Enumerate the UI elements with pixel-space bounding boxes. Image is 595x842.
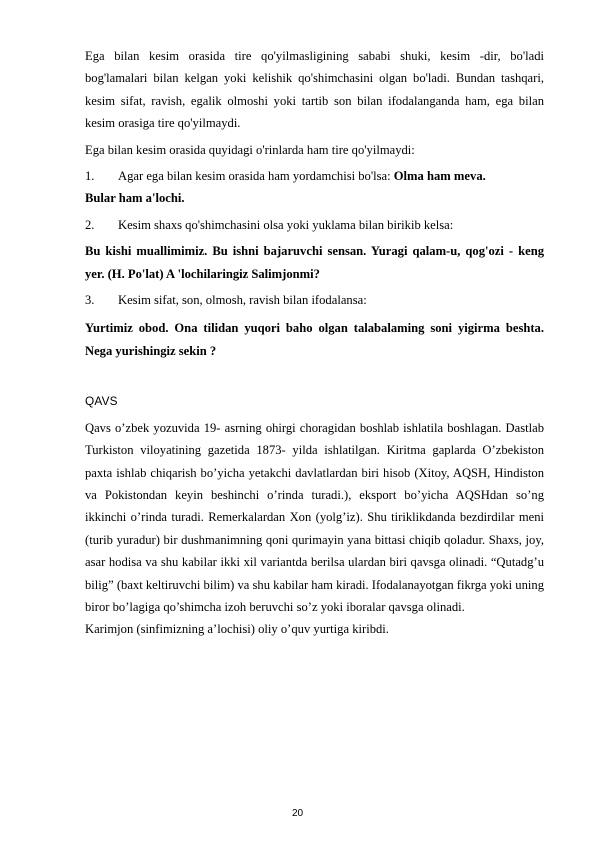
rule-example: Yurtimiz obod. Ona tilidan yuqori baho olgan talabalaming soni yigirma beshta. Nega yurishingiz sekin ? — [85, 321, 544, 358]
section-body: Qavs o’zbek yozuvida 19- asrning ohirgi choragidan boshlab ishlatila boshlagan. Dastlab Turkiston viloyatining gazetida 1873- yilda ishlatilgan. Kiritma gaplarda O’zbekiston paxta ishlab chiqarish bo’yicha yetakchi davlatlardan biri hisob (Xitoy, AQSH, Hindiston va Pokistondan keyin beshinchi o’rinda turadi.), eksport bo’yicha AQSHdan so’ng ikkinchi o’rinda turadi. Remerkalardan Xon (yolg’iz). Shu tiriklikdanda bezdirdilar meni (turib yuradur) bir dushmanimning qoni qurimayin yana bittasi chiqib qoladur. Shaxs, joy, asar hodisa va shu kabilar ikki xil variantda berilsa ulardan biri qavsga olinadi. “Qutadg’u bilig” (baxt keltiruvchi bilim) va shu kabilar ham kiradi. Ifodalanayotgan fikrga yoki uning biror bo’lagiga qo’shimcha izoh beruvchi so’z yoki iboralar qavsga olinadi. — [85, 420, 544, 614]
rule-item-2 — [85, 214, 544, 236]
section-heading: QAVS — [85, 394, 118, 409]
rule-number: 1. — [85, 169, 95, 184]
rule-example: Bu kishi muallimimiz. Bu ishni bajaruvchi sensan. Yuragi qalam-u, qog'ozi - keng yer. (H. Po'lat) A 'lochilaringiz Salimjonmi? — [85, 244, 544, 281]
rule-example-continued: Bular ham a'lochi. — [85, 191, 185, 206]
rule-text: Kesim sifat, son, olmosh, ravish bilan ifodalansa: — [118, 293, 367, 308]
rule-number: 3. — [85, 293, 95, 308]
rule-item-1 — [85, 165, 544, 187]
rule-number: 2. — [85, 217, 95, 232]
rule-example: Olma ham meva. — [393, 169, 486, 184]
rule-text: Kesim shaxs qo'shimchasini olsa yoki yuklama bilan birikib kelsa: — [118, 217, 454, 232]
intro-lead: Ega bilan kesim orasida quyidagi o'rinlarda ham tire qo'yilmaydi: — [85, 142, 415, 157]
page-number: 20 — [291, 808, 304, 819]
rule-item-3 — [85, 289, 544, 311]
intro-paragraph: Ega bilan kesim orasida tire qo'yilmasligining sababi shuki, kesim -dir, bo'ladi bog'lamalari bilan kelgan yoki kelishik qo'shimchasini olgan bo'ladi. Bundan tashqari, kesim sifat, ravish, egalik olmoshi yoki tartib son bilan ifodalanganda ham, ega bilan kesim orasiga tire qo'yilmaydi. — [85, 49, 544, 131]
section-last-line: Karimjon (sinfimizning a’lochisi) oliy o’quv yurtiga kiribdi. — [85, 622, 389, 637]
document-page — [85, 45, 544, 641]
rule-text: Agar ega bilan kesim orasida ham yordamchisi bo'lsa: — [118, 169, 394, 184]
